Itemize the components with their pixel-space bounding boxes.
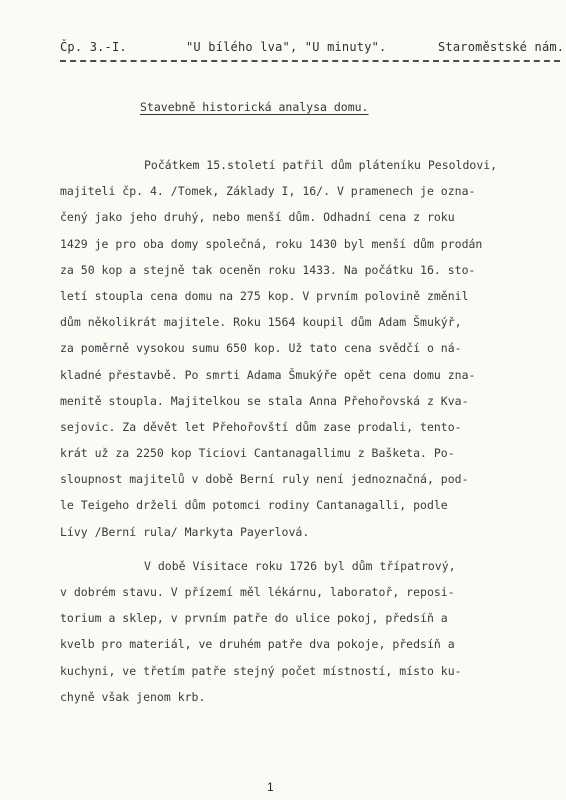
text-line: krát už za 2250 kop Ticiovi Cantanagallimu z Bašketa. Po- xyxy=(60,446,455,461)
header-house-names: "U bílého lva", "U minuty". xyxy=(186,40,387,54)
header-location: Staroměstské nám. xyxy=(438,40,565,54)
text-line: sejovic. Za děvět let Přehořovští dům zase prodali, tento- xyxy=(60,419,462,434)
document-title: Stavebně historická analysa domu. xyxy=(140,100,369,114)
paragraph-gap xyxy=(60,545,540,553)
text-line: za poměrně vysokou sumu 650 kop. Už tato cena svědčí o ná- xyxy=(60,341,462,356)
text-line: kladné přestavbě. Po smrti Adama Šmukýře opět cena domu zna- xyxy=(60,367,476,382)
text-line: majiteli čp. 4. /Tomek, Základy I, 16/. V pramenech je ozna- xyxy=(60,184,476,199)
document-body xyxy=(60,152,540,710)
page-number: 1 xyxy=(267,780,274,794)
text-line: chyně však jenom krb. xyxy=(60,689,206,704)
text-line: kvelb pro materiál, ve druhém patře dva pokoje, předsíň a xyxy=(60,637,455,652)
text-line: dům několikrát majitele. Roku 1564 koupil dům Adam Šmukýř, xyxy=(60,315,462,330)
text-line: Počátkem 15.století patřil dům pláteníku Pesoldovi, xyxy=(144,158,498,172)
text-line: sloupnost majitelů v době Berní ruly není jednoznačná, pod- xyxy=(60,472,469,487)
text-line: letí stoupla cena domu na 275 kop. V prvním polovině změnil xyxy=(60,288,469,303)
text-line: za 50 kop a stejně tak oceněn roku 1433. Na počátku 16. sto- xyxy=(60,262,476,277)
header-divider xyxy=(60,60,560,62)
text-line: V době Visitace roku 1726 byl dům třípatrový, xyxy=(144,558,456,573)
text-line: čený jako jeho druhý, nebo menší dům. Odhadní cena z roku xyxy=(60,210,455,225)
text-line: v dobrém stavu. V přízemí měl lékárnu, laboratoř, reposi- xyxy=(60,585,455,599)
text-line: kuchyni, ve třetím patře stejný počet místností, místo ku- xyxy=(60,663,462,678)
header-house-number: Čp. 3.-I. xyxy=(60,40,127,54)
text-line: 1429 je pro oba domy společná, roku 1430 byl menší dům prodán xyxy=(60,236,483,251)
text-line: le Teigeho drželi dům potomci rodiny Cantanagalli, podle xyxy=(60,498,448,513)
text-line: menitě stoupla. Majitelkou se stala Anna Přehořovská z Kva- xyxy=(60,393,469,408)
text-line: Lívy /Berní rula/ Markyta Payerlová. xyxy=(60,524,310,539)
text-line: torium a sklep, v prvním patře do ulice pokoj, předsíň a xyxy=(60,611,448,626)
page-header xyxy=(60,40,565,56)
